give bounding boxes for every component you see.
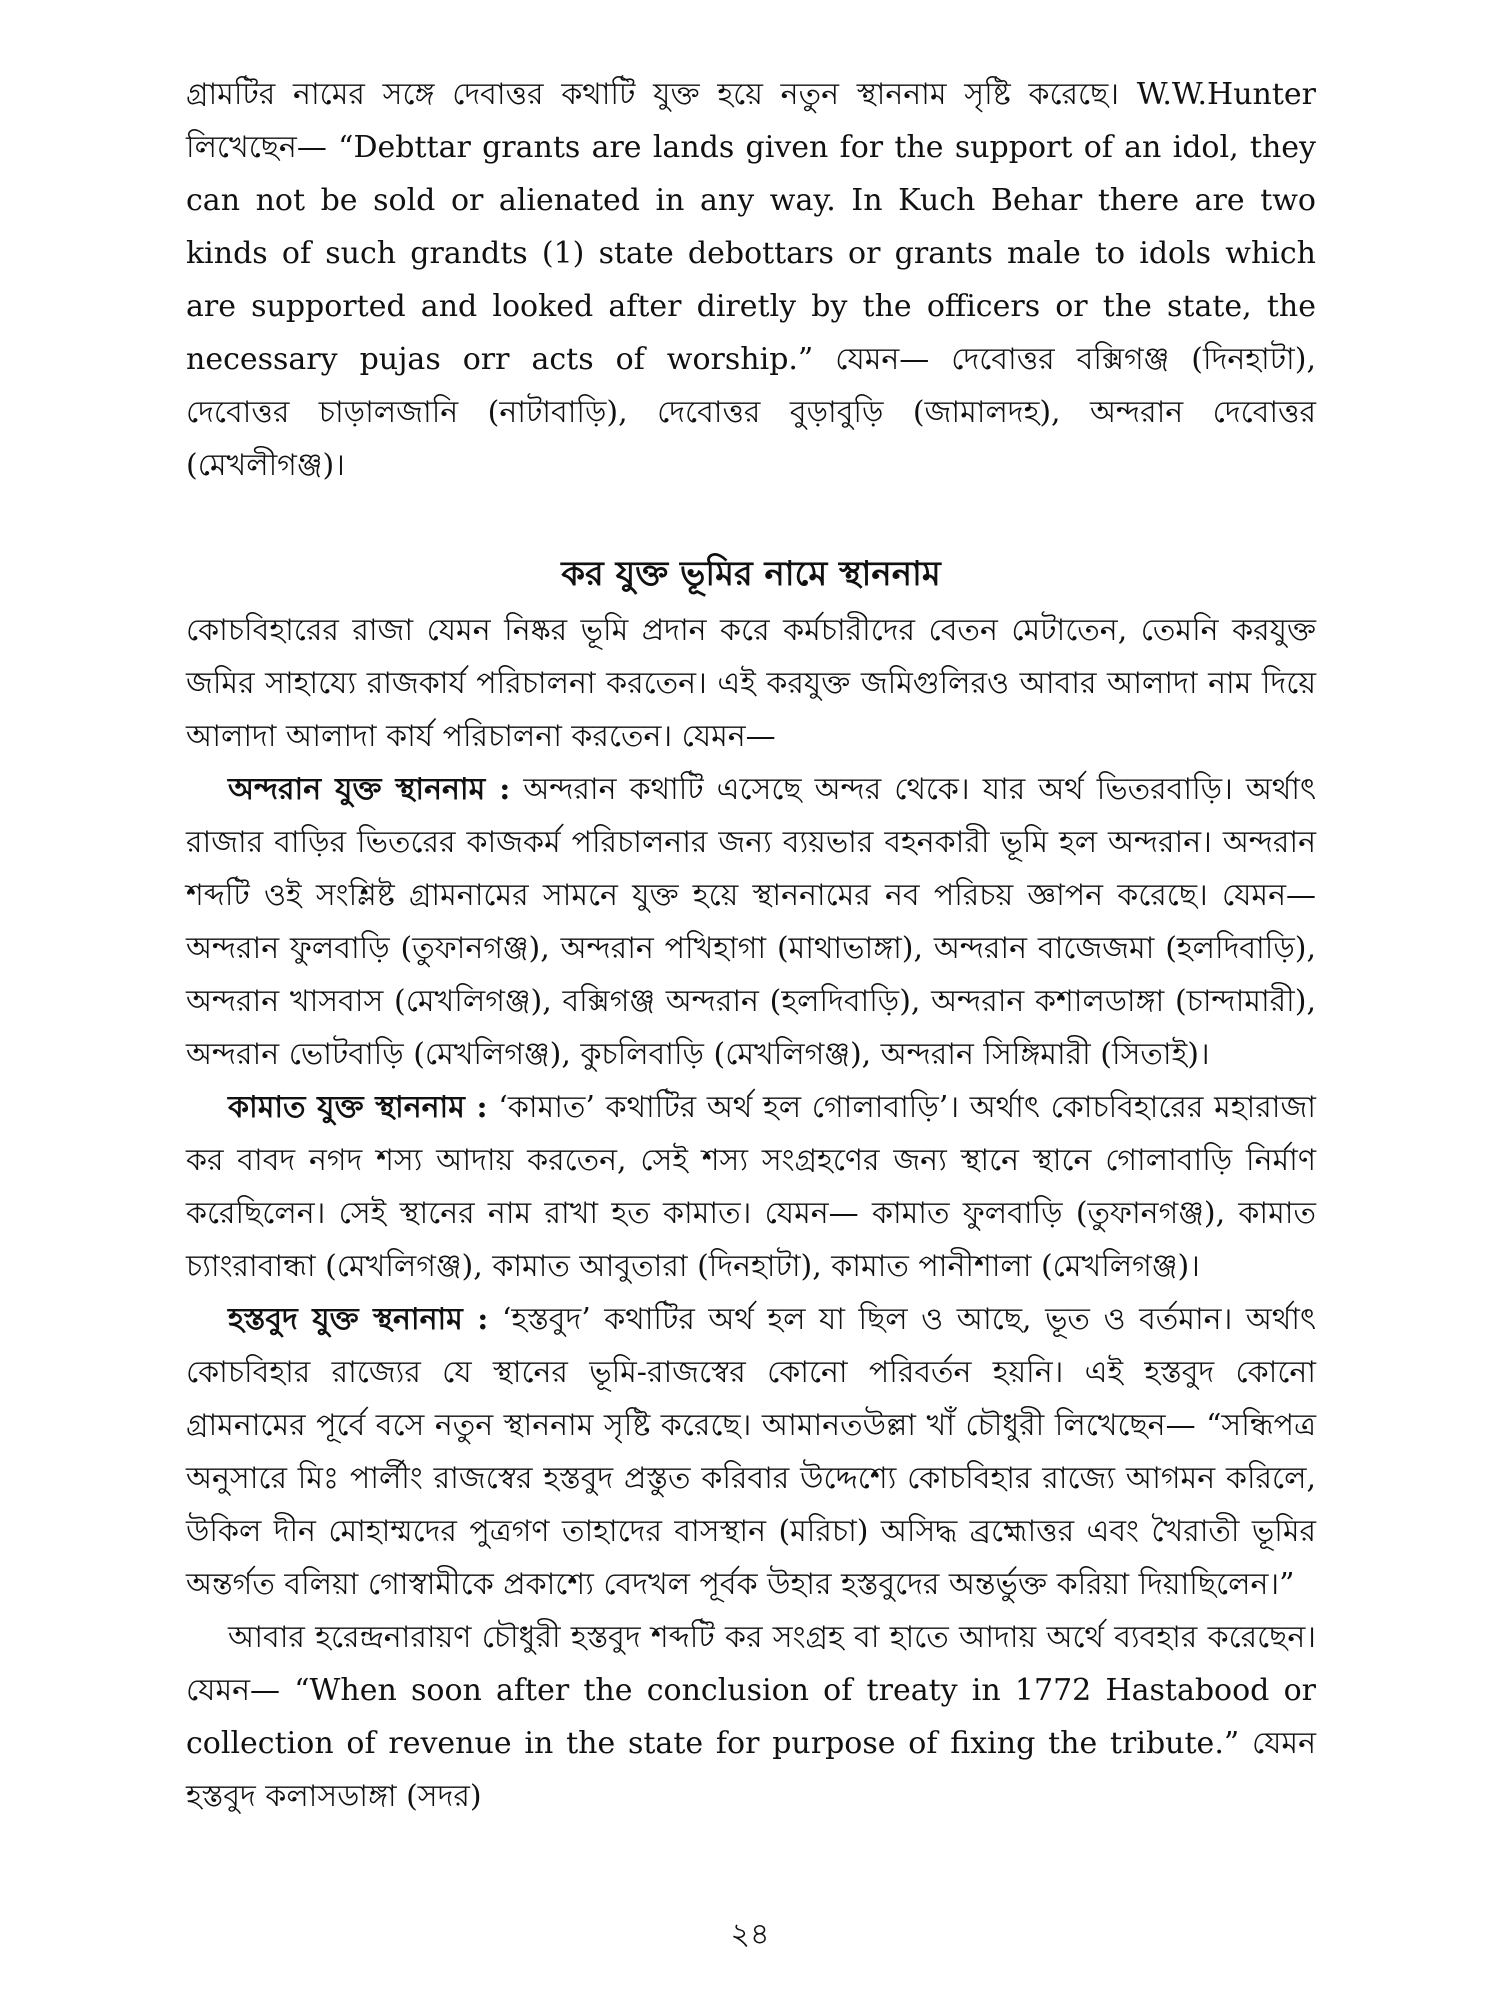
term-kamat: কামাত যুক্ত স্থাননাম : xyxy=(228,1090,488,1125)
paragraph-harendranarayan: আবার হরেন্দ্রনারায়ণ চৌধুরী হস্তবুদ শব্দটি কর সংগ্রহ বা হাতে আদায় অর্থে ব্যবহার করেছেন। যেমন— “When soon after the conclusion of treaty in 1772 Hastabood or collection of revenue in the state for purpose of fixing the tribute.” যেমন হস্তবুদ কলাসডাঙ্গা (সদর) xyxy=(186,1620,1316,1814)
page-number: ২৪ xyxy=(730,1917,770,1952)
paragraph-intro: কোচবিহারের রাজা যেমন নিষ্কর ভূমি প্রদান করে কর্মচারীদের বেতন মেটাতেন, তেমনি করযুক্ত জমির সাহায্যে রাজকার্য পরিচালনা করতেন। এই করযুক্ত জমিগুলিরও আবার আলাদা নাম দিয়ে আলাদা আলাদা কার্য পরিচালনা করতেন। যেমন— xyxy=(186,613,1316,754)
term-andaran: অন্দরান যুক্ত স্থাননাম : xyxy=(228,772,511,807)
term-hastabud: হস্তবুদ যুক্ত স্থনানাম : xyxy=(228,1302,489,1337)
paragraph-hastabud-body: ‘হস্তবুদ’ কথাটির অর্থ হল যা ছিল ও আছে, ভূত ও বর্তমান। অর্থাৎ কোচবিহার রাজ্যের যে স্থানের ভূমি-রাজস্বের কোনো পরিবর্তন হয়নি। এই হস্তবুদ কোনো গ্রামনামের পূর্বে বসে নতুন স্থাননাম সৃষ্টি করেছে। আমানতউল্লা খাঁ চৌধুরী লিখেছেন— “সন্ধিপত্র অনুসারে মিঃ পার্লীং রাজস্বের হস্তবুদ প্রস্তুত করিবার উদ্দেশ্যে কোচবিহার রাজ্যে আগমন করিলে, উকিল দীন মোহাম্মদের পুত্রগণ তাহাদের বাসস্থান (মরিচা) অসিদ্ধ ব্রহ্মোত্তর এবং খৈরাতী ভূমির অন্তর্গত বলিয়া গোস্বামীকে প্রকাশ্যে বেদখল পূর্বক উহার হস্তবুদের অন্তর্ভুক্ত করিয়া দিয়াছিলেন।” xyxy=(186,1302,1316,1602)
section-heading: কর যুক্ত ভূমির নামে স্থাননাম xyxy=(561,554,941,594)
paragraph-kamat xyxy=(186,1081,1316,1293)
paragraph-andaran xyxy=(186,763,1316,1081)
paragraph-andaran-body: অন্দরান কথাটি এসেছে অন্দর থেকে। যার অর্থ ভিতরবাড়ি। অর্থাৎ রাজার বাড়ির ভিতরের কাজকর্ম পরিচালনার জন্য ব্যয়ভার বহনকারী ভূমি হল অন্দরান। অন্দরান শব্দটি ওই সংশ্লিষ্ট গ্রামনামের সামনে যুক্ত হয়ে স্থাননামের নব পরিচয় জ্ঞাপন করেছে। যেমন— অন্দরান ফুলবাড়ি (তুফানগঞ্জ), অন্দরান পখিহাগা (মাথাভাঙ্গা), অন্দরান বাজেজমা (হলদিবাড়ি), অন্দরান খাসবাস (মেখলিগঞ্জ), বক্সিগঞ্জ অন্দরান (হলদিবাড়ি), অন্দরান কশালডাঙ্গা (চান্দামারী), অন্দরান ভোটবাড়ি (মেখলিগঞ্জ), কুচলিবাড়ি (মেখলিগঞ্জ), অন্দরান সিঙ্গিমারী (সিতাই)। xyxy=(186,772,1316,1072)
paragraph-hastabud xyxy=(186,1293,1316,1611)
paragraph-kamat-body: ‘কামাত’ কথাটির অর্থ হল গোলাবাড়ি’। অর্থাৎ কোচবিহারের মহারাজা কর বাবদ নগদ শস্য আদায় করতেন, সেই শস্য সংগ্রহণের জন্য স্থানে স্থানে গোলাবাড়ি নির্মাণ করেছিলেন। সেই স্থানের নাম রাখা হত কামাত। যেমন— কামাত ফুলবাড়ি (তুফানগঞ্জ), কামাত চ্যাংরাবান্ধা (মেখলিগঞ্জ), কামাত আবুতারা (দিনহাটা), কামাত পানীশালা (মেখলিগঞ্জ)। xyxy=(186,1090,1316,1284)
paragraph-debottar: গ্রামটির নামের সঙ্গে দেবাত্তর কথাটি যুক্ত হয়ে নতুন স্থাননাম সৃষ্টি করেছে। W.W.Hunter লিখেছেন— “Debttar grants are lands given for the support of an idol, they can not be sold or alienated in any way. In Kuch Behar there are two kinds of such grandts (1) state debottars or grants male to idols which are supported and looked after diretly by the officers or the state, the necessary pujas orr acts of worship.” যেমন— দেবোত্তর বক্সিগঞ্জ (দিনহাটা), দেবোত্তর চাড়ালজানি (নাটাবাড়ি), দেবোত্তর বুড়াবুড়ি (জামালদহ), অন্দরান দেবোত্তর (মেখলীগঞ্জ)। xyxy=(186,77,1316,483)
document-page xyxy=(186,68,1316,1823)
